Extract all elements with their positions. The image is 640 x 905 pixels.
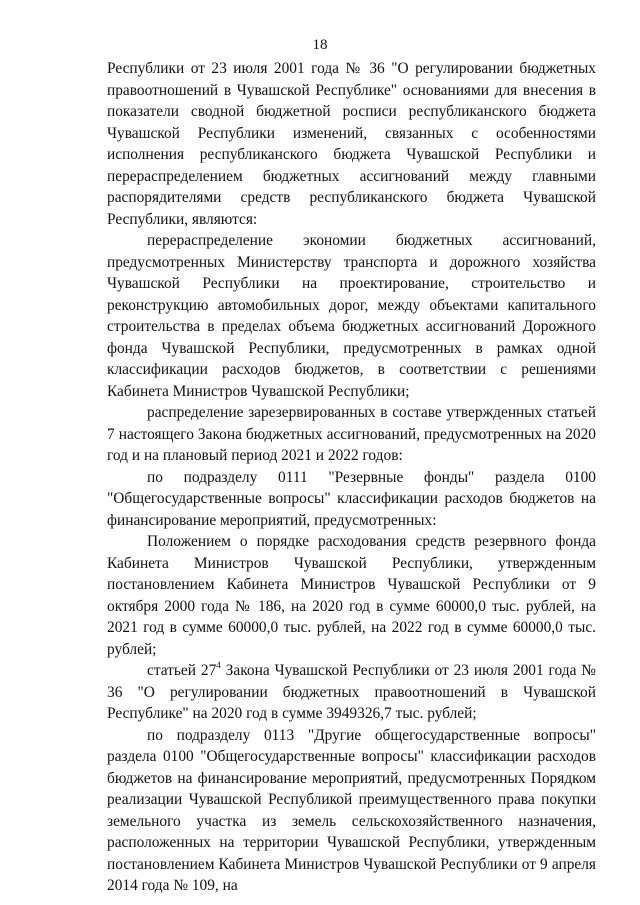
paragraph-reserved-distribution: распределение зарезервированных в составе утвержденных статьей 7 настоящего Закона бюджетных ассигнований, предусмотренных на 2020 год и на плановый период 2021 и 2022 годов: <box>107 404 596 464</box>
paragraph-subsection-0113: по подразделу 0113 "Другие общегосударственные вопросы" раздела 0100 "Общегосударственные вопросы" классификации расходов бюджетов на финансирование мероприятий, предусмотренных Порядком реализации Чувашской Республикой преимущественного права покупки земельного участка из земель сельскохозяйственного назначения, расположенных на территории Чувашской Республики, утвержденным постановлением Кабинета Министров Чувашской Республики от 9 апреля 2014 года № 109, на <box>107 726 596 894</box>
paragraph-reserve-fund-regulation: Положением о порядке расходования средств резервного фонда Кабинета Министров Чувашской Республики, утвержденным постановлением Кабинета Министров Чувашской Республики от 9 октября 2000 года № 186, на 2020 год в сумме 60000,0 тыс. рублей, на 2021 год в сумме 60000,0 тыс. рублей, на 2022 год в сумме 60000,0 тыс. рублей; <box>107 533 596 658</box>
paragraph-reallocation-savings: перераспределение экономии бюджетных ассигнований, предусмотренных Министерству транспорта и дорожного хозяйства Чувашской Республики на проектирование, строительство и реконструкцию автомобильных дорог, между объектами капитального строительства в пределах объема бюджетных ассигнований Дорожного фонда Чувашской Республики, предусмотренных в рамках одной классификации расходов бюджетов, в соответствии с решениями Кабинета Министров Чувашской Республики; <box>107 232 596 400</box>
document-body <box>107 58 596 897</box>
article-27-text-end: Закона Чувашской Республики от 23 июля 2001 года № 36 "О регулировании бюджетных правоотношений в Чувашской Республике" на 2020 год в сумме 3949326,7 тыс. рублей; <box>107 662 596 722</box>
page-number: 18 <box>312 37 328 53</box>
paragraph-article-27-4 <box>107 660 596 725</box>
article-27-text-start: статьей 27 <box>147 662 217 679</box>
article-superscript: 4 <box>216 659 221 670</box>
paragraph-subsection-0111: по подразделу 0111 "Резервные фонды" раздела 0100 "Общегосударственные вопросы" классификации расходов бюджетов на финансирование мероприятий, предусмотренных: <box>107 468 596 529</box>
paragraph-continuation: Республики от 23 июля 2001 года № 36 "О регулировании бюджетных правоотношений в Чувашской Республике" основаниями для внесения в показатели сводной бюджетной росписи республиканского бюджета Чувашской Республики изменений, связанных с особенностями исполнения республиканского бюджета Чувашской Республики и перераспределением бюджетных ассигнований между главными распорядителями средств республиканского бюджета Чувашской Республики, являются: <box>107 60 596 228</box>
